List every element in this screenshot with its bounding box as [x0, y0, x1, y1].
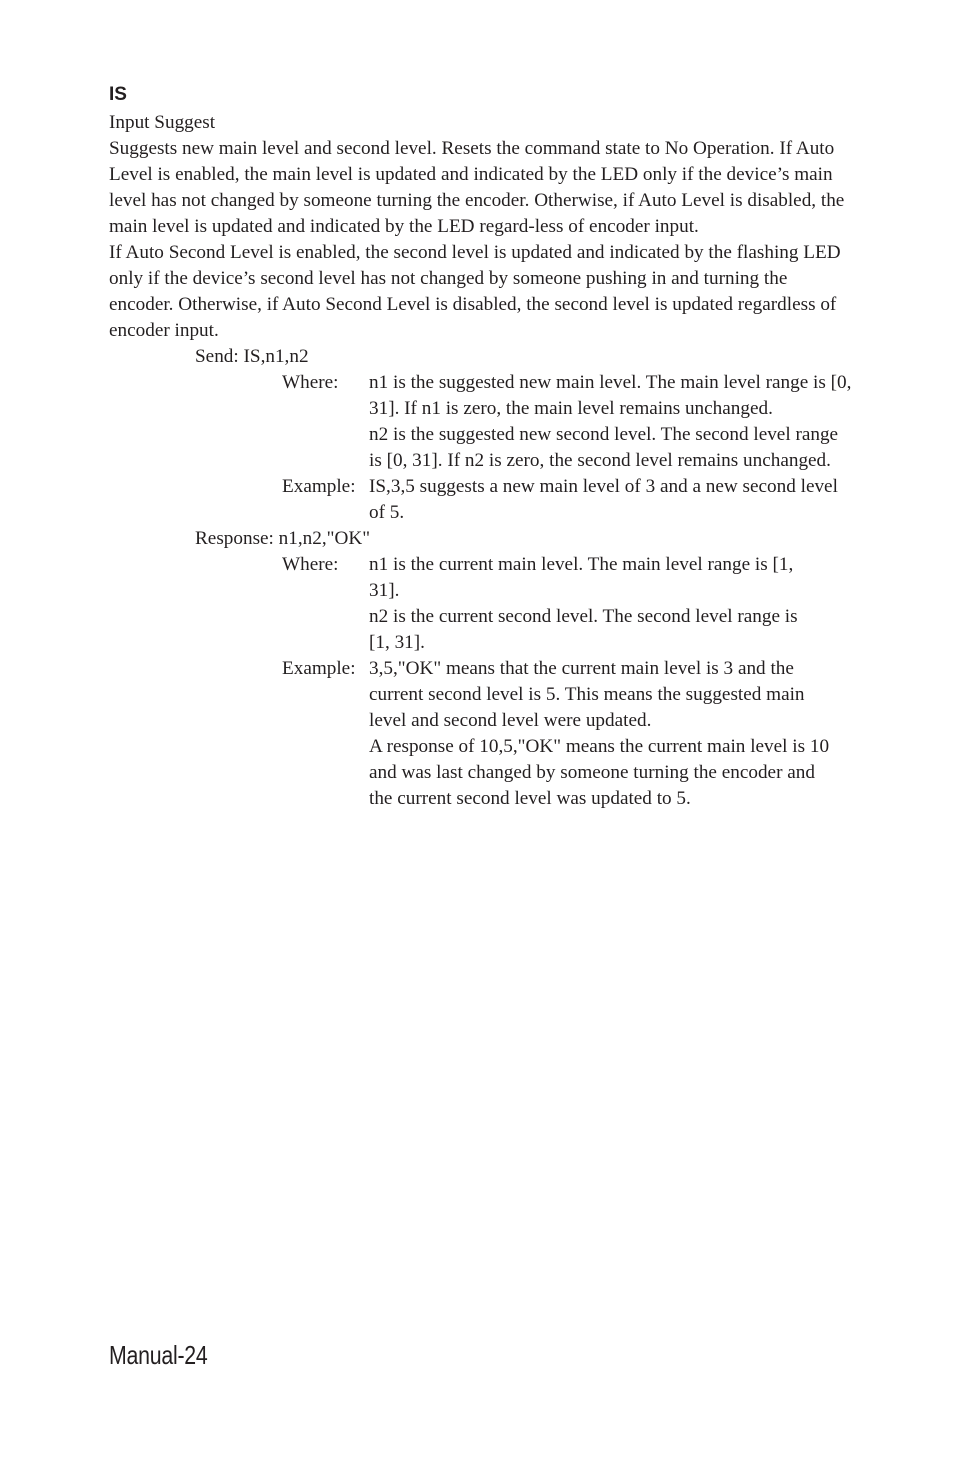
send-example-label: Example:	[282, 476, 356, 497]
command-description-2: If Auto Second Level is enabled, the second level is updated and indicated by the flashing LED only if the device’s second level has not changed by someone pushing in and turning the encoder. Otherwise, if Auto Second Level is disabled, the second level is updated regardless of encoder input.	[109, 242, 841, 341]
send-where-values	[369, 370, 854, 474]
send-example-row	[109, 474, 854, 526]
send-where-n1: n1 is the suggested new main level. The main level range is [0, 31]. If n1 is zero, the main level remains unchanged.	[369, 372, 852, 419]
page-number: Manual-24	[109, 1340, 208, 1370]
send-where-row	[109, 370, 854, 474]
command-heading: IS	[109, 84, 127, 105]
response-where-label: Where:	[282, 554, 339, 575]
command-description-1: Suggests new main level and second level. Resets the command state to No Operation. If Auto Level is enabled, the main level is updated and indicated by the LED only if the device’s main level has not changed by someone turning the encoder. Otherwise, if Auto Level is disabled, the main level is updated and indicated by the LED regard-less of encoder input.	[109, 138, 845, 237]
response-example-values	[369, 656, 839, 812]
response-where-n2: n2 is the current second level. The second level range is [1, 31].	[369, 606, 798, 653]
response-example-text-1: 3,5,"OK" means that the current main level is 3 and the current second level is 5. This means the suggested main level and second level were updated.	[369, 658, 805, 731]
command-name: Input Suggest	[109, 112, 216, 133]
command-body	[109, 110, 854, 812]
send-example-text: IS,3,5 suggests a new main level of 3 and a new second level of 5.	[369, 476, 838, 523]
response-where-values	[369, 552, 799, 656]
response-where-row	[109, 552, 854, 656]
response-example-label: Example:	[282, 658, 356, 679]
send-line: Send: IS,n1,n2	[195, 346, 309, 367]
response-where-n1: n1 is the current main level. The main level range is [1, 31].	[369, 554, 794, 601]
response-example-text-2: A response of 10,5,"OK" means the current main level is 10 and was last changed by someone turning the encoder and the current second level was updated to 5.	[369, 736, 830, 809]
send-where-n2: n2 is the suggested new second level. The second level range is [0, 31]. If n2 is zero, the second level remains unchanged.	[369, 424, 839, 471]
response-line: Response: n1,n2,"OK"	[195, 528, 371, 549]
send-where-label: Where:	[282, 372, 339, 393]
response-example-row	[109, 656, 854, 812]
